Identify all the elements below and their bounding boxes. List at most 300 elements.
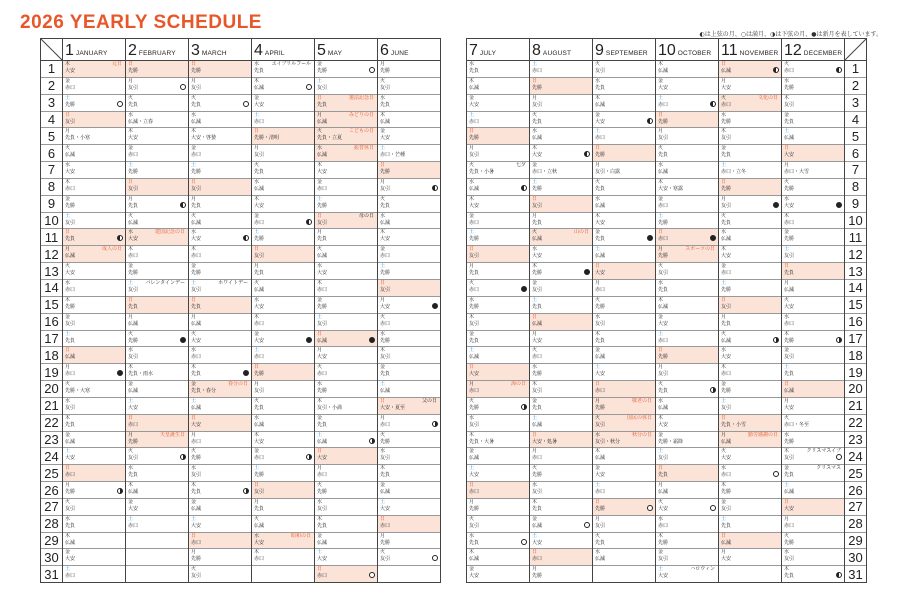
day-cell[interactable]	[378, 516, 440, 533]
day-cell[interactable]	[719, 499, 781, 516]
day-cell[interactable]	[719, 229, 781, 246]
day-cell[interactable]	[656, 229, 718, 246]
day-cell[interactable]	[378, 482, 440, 499]
day-cell[interactable]	[315, 499, 377, 516]
day-cell[interactable]	[378, 196, 440, 213]
day-cell[interactable]	[189, 432, 251, 449]
day-cell[interactable]	[593, 516, 655, 533]
day-cell[interactable]	[719, 179, 781, 196]
day-cell[interactable]	[593, 179, 655, 196]
day-cell[interactable]	[189, 499, 251, 516]
day-cell[interactable]	[530, 196, 592, 213]
day-cell[interactable]	[719, 128, 781, 145]
day-cell[interactable]	[530, 432, 592, 449]
day-cell[interactable]	[315, 196, 377, 213]
day-cell[interactable]	[252, 331, 314, 348]
day-cell[interactable]	[656, 533, 718, 550]
day-cell[interactable]	[656, 364, 718, 381]
day-cell[interactable]	[719, 196, 781, 213]
day-cell[interactable]	[782, 297, 844, 314]
day-cell[interactable]	[530, 162, 592, 179]
day-cell[interactable]	[126, 246, 188, 263]
day-cell[interactable]	[782, 112, 844, 129]
day-cell[interactable]	[719, 381, 781, 398]
day-cell[interactable]	[593, 364, 655, 381]
day-cell[interactable]	[593, 162, 655, 179]
day-cell[interactable]	[189, 213, 251, 230]
day-cell[interactable]	[656, 331, 718, 348]
day-cell[interactable]	[530, 78, 592, 95]
day-cell[interactable]	[530, 499, 592, 516]
day-cell[interactable]	[378, 398, 440, 415]
day-cell[interactable]	[782, 516, 844, 533]
day-cell[interactable]	[782, 229, 844, 246]
day-cell[interactable]	[782, 566, 844, 582]
day-cell[interactable]	[126, 263, 188, 280]
day-cell[interactable]	[126, 196, 188, 213]
day-cell[interactable]	[530, 533, 592, 550]
day-cell[interactable]	[189, 398, 251, 415]
day-cell[interactable]	[63, 61, 125, 78]
day-cell[interactable]	[593, 61, 655, 78]
day-cell[interactable]	[593, 280, 655, 297]
day-cell[interactable]	[63, 246, 125, 263]
day-cell[interactable]	[63, 280, 125, 297]
day-cell[interactable]	[530, 263, 592, 280]
day-cell[interactable]	[63, 347, 125, 364]
day-cell[interactable]	[467, 566, 529, 582]
day-cell[interactable]	[63, 263, 125, 280]
day-cell[interactable]	[189, 280, 251, 297]
day-cell[interactable]	[63, 297, 125, 314]
day-cell[interactable]	[593, 432, 655, 449]
day-cell[interactable]	[530, 381, 592, 398]
day-cell[interactable]	[315, 112, 377, 129]
day-cell[interactable]	[467, 314, 529, 331]
day-cell[interactable]	[63, 415, 125, 432]
day-cell[interactable]	[656, 314, 718, 331]
day-cell[interactable]	[467, 347, 529, 364]
day-cell[interactable]	[315, 448, 377, 465]
day-cell[interactable]	[315, 516, 377, 533]
day-cell[interactable]	[252, 448, 314, 465]
day-cell[interactable]	[593, 213, 655, 230]
day-cell[interactable]	[593, 448, 655, 465]
day-cell[interactable]	[656, 482, 718, 499]
day-cell[interactable]	[315, 78, 377, 95]
day-cell[interactable]	[530, 549, 592, 566]
day-cell[interactable]	[189, 331, 251, 348]
day-cell[interactable]	[63, 331, 125, 348]
day-cell[interactable]	[467, 398, 529, 415]
day-cell[interactable]	[719, 533, 781, 550]
day-cell[interactable]	[782, 314, 844, 331]
day-cell[interactable]	[656, 213, 718, 230]
day-cell[interactable]	[126, 516, 188, 533]
day-cell[interactable]	[252, 246, 314, 263]
day-cell[interactable]	[315, 95, 377, 112]
day-cell[interactable]	[315, 314, 377, 331]
day-cell[interactable]	[530, 364, 592, 381]
day-cell[interactable]	[530, 566, 592, 582]
day-cell[interactable]	[63, 516, 125, 533]
day-cell[interactable]	[467, 263, 529, 280]
day-cell[interactable]	[656, 516, 718, 533]
day-cell[interactable]	[252, 213, 314, 230]
day-cell[interactable]	[189, 482, 251, 499]
day-cell[interactable]	[63, 179, 125, 196]
day-cell[interactable]	[315, 128, 377, 145]
day-cell[interactable]	[467, 381, 529, 398]
day-cell[interactable]	[252, 381, 314, 398]
day-cell[interactable]	[719, 398, 781, 415]
day-cell[interactable]	[782, 432, 844, 449]
day-cell[interactable]	[530, 448, 592, 465]
day-cell[interactable]	[189, 263, 251, 280]
day-cell[interactable]	[467, 112, 529, 129]
day-cell[interactable]	[719, 465, 781, 482]
day-cell[interactable]	[252, 297, 314, 314]
day-cell[interactable]	[656, 179, 718, 196]
day-cell[interactable]	[719, 347, 781, 364]
day-cell[interactable]	[719, 213, 781, 230]
day-cell[interactable]	[126, 78, 188, 95]
day-cell[interactable]	[467, 415, 529, 432]
day-cell[interactable]	[252, 465, 314, 482]
day-cell[interactable]	[530, 314, 592, 331]
day-cell[interactable]	[782, 533, 844, 550]
day-cell[interactable]	[252, 128, 314, 145]
day-cell[interactable]	[126, 280, 188, 297]
day-cell[interactable]	[126, 229, 188, 246]
day-cell[interactable]	[593, 263, 655, 280]
day-cell[interactable]	[719, 280, 781, 297]
day-cell[interactable]	[782, 398, 844, 415]
day-cell[interactable]	[530, 415, 592, 432]
day-cell[interactable]	[530, 398, 592, 415]
day-cell[interactable]	[593, 482, 655, 499]
day-cell[interactable]	[378, 364, 440, 381]
day-cell[interactable]	[467, 432, 529, 449]
day-cell[interactable]	[315, 465, 377, 482]
day-cell[interactable]	[189, 549, 251, 566]
day-cell[interactable]	[189, 415, 251, 432]
day-cell[interactable]	[378, 246, 440, 263]
day-cell[interactable]	[315, 415, 377, 432]
day-cell[interactable]	[782, 448, 844, 465]
day-cell[interactable]	[63, 95, 125, 112]
day-cell[interactable]	[378, 229, 440, 246]
day-cell[interactable]	[656, 499, 718, 516]
day-cell[interactable]	[719, 331, 781, 348]
day-cell[interactable]	[467, 448, 529, 465]
day-cell[interactable]	[378, 179, 440, 196]
day-cell[interactable]	[315, 145, 377, 162]
day-cell[interactable]	[656, 549, 718, 566]
day-cell[interactable]	[378, 128, 440, 145]
day-cell[interactable]	[593, 499, 655, 516]
day-cell[interactable]	[315, 566, 377, 582]
day-cell[interactable]	[189, 78, 251, 95]
day-cell[interactable]	[63, 533, 125, 550]
day-cell[interactable]	[530, 213, 592, 230]
day-cell[interactable]	[656, 415, 718, 432]
day-cell[interactable]	[126, 398, 188, 415]
day-cell[interactable]	[63, 145, 125, 162]
day-cell[interactable]	[252, 432, 314, 449]
day-cell[interactable]	[719, 364, 781, 381]
day-cell[interactable]	[315, 331, 377, 348]
day-cell[interactable]	[593, 398, 655, 415]
day-cell[interactable]	[656, 128, 718, 145]
day-cell[interactable]	[189, 533, 251, 550]
day-cell[interactable]	[530, 246, 592, 263]
day-cell[interactable]	[189, 465, 251, 482]
day-cell[interactable]	[782, 61, 844, 78]
day-cell[interactable]	[252, 516, 314, 533]
day-cell[interactable]	[782, 162, 844, 179]
day-cell[interactable]	[656, 432, 718, 449]
day-cell[interactable]	[252, 162, 314, 179]
day-cell[interactable]	[252, 364, 314, 381]
day-cell[interactable]	[378, 432, 440, 449]
day-cell[interactable]	[63, 112, 125, 129]
day-cell[interactable]	[530, 179, 592, 196]
day-cell[interactable]	[530, 482, 592, 499]
day-cell[interactable]	[63, 213, 125, 230]
day-cell[interactable]	[378, 533, 440, 550]
day-cell[interactable]	[126, 145, 188, 162]
day-cell[interactable]	[378, 213, 440, 230]
day-cell[interactable]	[593, 331, 655, 348]
day-cell[interactable]	[719, 415, 781, 432]
day-cell[interactable]	[63, 229, 125, 246]
day-cell[interactable]	[378, 314, 440, 331]
day-cell[interactable]	[63, 499, 125, 516]
day-cell[interactable]	[467, 364, 529, 381]
day-cell[interactable]	[719, 145, 781, 162]
day-cell[interactable]	[189, 196, 251, 213]
day-cell[interactable]	[126, 331, 188, 348]
day-cell[interactable]	[189, 179, 251, 196]
day-cell[interactable]	[719, 297, 781, 314]
day-cell[interactable]	[126, 381, 188, 398]
day-cell[interactable]	[252, 533, 314, 550]
day-cell[interactable]	[378, 263, 440, 280]
day-cell[interactable]	[315, 482, 377, 499]
day-cell[interactable]	[467, 128, 529, 145]
day-cell[interactable]	[63, 482, 125, 499]
day-cell[interactable]	[656, 196, 718, 213]
day-cell[interactable]	[126, 499, 188, 516]
day-cell[interactable]	[782, 364, 844, 381]
day-cell[interactable]	[126, 128, 188, 145]
day-cell[interactable]	[719, 516, 781, 533]
day-cell[interactable]	[593, 112, 655, 129]
day-cell[interactable]	[315, 263, 377, 280]
day-cell[interactable]	[189, 364, 251, 381]
day-cell[interactable]	[530, 112, 592, 129]
day-cell[interactable]	[467, 465, 529, 482]
day-cell[interactable]	[467, 162, 529, 179]
day-cell[interactable]	[593, 78, 655, 95]
day-cell[interactable]	[782, 381, 844, 398]
day-cell[interactable]	[467, 331, 529, 348]
day-cell[interactable]	[315, 179, 377, 196]
day-cell[interactable]	[189, 516, 251, 533]
day-cell[interactable]	[656, 78, 718, 95]
day-cell[interactable]	[315, 280, 377, 297]
day-cell[interactable]	[593, 196, 655, 213]
day-cell[interactable]	[719, 78, 781, 95]
day-cell[interactable]	[593, 128, 655, 145]
day-cell[interactable]	[719, 549, 781, 566]
day-cell[interactable]	[252, 145, 314, 162]
day-cell[interactable]	[782, 280, 844, 297]
day-cell[interactable]	[467, 297, 529, 314]
day-cell[interactable]	[315, 61, 377, 78]
day-cell[interactable]	[378, 415, 440, 432]
day-cell[interactable]	[315, 432, 377, 449]
day-cell[interactable]	[378, 347, 440, 364]
day-cell[interactable]	[63, 128, 125, 145]
day-cell[interactable]	[189, 61, 251, 78]
day-cell[interactable]	[656, 398, 718, 415]
day-cell[interactable]	[315, 381, 377, 398]
day-cell[interactable]	[252, 482, 314, 499]
day-cell[interactable]	[782, 347, 844, 364]
day-cell[interactable]	[719, 95, 781, 112]
day-cell[interactable]	[315, 549, 377, 566]
day-cell[interactable]	[189, 162, 251, 179]
day-cell[interactable]	[252, 78, 314, 95]
day-cell[interactable]	[656, 263, 718, 280]
day-cell[interactable]	[189, 246, 251, 263]
day-cell[interactable]	[315, 246, 377, 263]
day-cell[interactable]	[252, 229, 314, 246]
day-cell[interactable]	[593, 533, 655, 550]
day-cell[interactable]	[252, 61, 314, 78]
day-cell[interactable]	[656, 381, 718, 398]
day-cell[interactable]	[782, 95, 844, 112]
day-cell[interactable]	[315, 398, 377, 415]
day-cell[interactable]	[63, 381, 125, 398]
day-cell[interactable]	[126, 213, 188, 230]
day-cell[interactable]	[467, 179, 529, 196]
day-cell[interactable]	[378, 162, 440, 179]
day-cell[interactable]	[63, 314, 125, 331]
day-cell[interactable]	[378, 297, 440, 314]
day-cell[interactable]	[315, 297, 377, 314]
day-cell[interactable]	[593, 145, 655, 162]
day-cell[interactable]	[189, 347, 251, 364]
day-cell[interactable]	[467, 246, 529, 263]
day-cell[interactable]	[656, 246, 718, 263]
day-cell[interactable]	[315, 229, 377, 246]
day-cell[interactable]	[189, 95, 251, 112]
day-cell[interactable]	[782, 213, 844, 230]
day-cell[interactable]	[593, 314, 655, 331]
day-cell[interactable]	[189, 381, 251, 398]
day-cell[interactable]	[126, 432, 188, 449]
day-cell[interactable]	[126, 364, 188, 381]
day-cell[interactable]	[782, 549, 844, 566]
day-cell[interactable]	[126, 465, 188, 482]
day-cell[interactable]	[467, 516, 529, 533]
day-cell[interactable]	[315, 533, 377, 550]
day-cell[interactable]	[378, 331, 440, 348]
day-cell[interactable]	[656, 61, 718, 78]
day-cell[interactable]	[189, 128, 251, 145]
day-cell[interactable]	[126, 314, 188, 331]
day-cell[interactable]	[656, 95, 718, 112]
day-cell[interactable]	[467, 549, 529, 566]
day-cell[interactable]	[126, 179, 188, 196]
day-cell[interactable]	[126, 61, 188, 78]
day-cell[interactable]	[593, 229, 655, 246]
day-cell[interactable]	[467, 533, 529, 550]
day-cell[interactable]	[782, 465, 844, 482]
day-cell[interactable]	[530, 229, 592, 246]
day-cell[interactable]	[63, 448, 125, 465]
day-cell[interactable]	[378, 448, 440, 465]
day-cell[interactable]	[467, 78, 529, 95]
day-cell[interactable]	[467, 229, 529, 246]
day-cell[interactable]	[530, 61, 592, 78]
day-cell[interactable]	[593, 95, 655, 112]
day-cell[interactable]	[378, 61, 440, 78]
day-cell[interactable]	[252, 196, 314, 213]
day-cell[interactable]	[189, 297, 251, 314]
day-cell[interactable]	[378, 381, 440, 398]
day-cell[interactable]	[719, 482, 781, 499]
day-cell[interactable]	[252, 314, 314, 331]
day-cell[interactable]	[467, 499, 529, 516]
day-cell[interactable]	[252, 263, 314, 280]
day-cell[interactable]	[378, 465, 440, 482]
day-cell[interactable]	[378, 112, 440, 129]
day-cell[interactable]	[719, 448, 781, 465]
day-cell[interactable]	[252, 95, 314, 112]
day-cell[interactable]	[656, 162, 718, 179]
day-cell[interactable]	[656, 112, 718, 129]
day-cell[interactable]	[189, 314, 251, 331]
day-cell[interactable]	[315, 347, 377, 364]
day-cell[interactable]	[126, 95, 188, 112]
day-cell[interactable]	[719, 112, 781, 129]
day-cell[interactable]	[126, 448, 188, 465]
day-cell[interactable]	[63, 549, 125, 566]
day-cell[interactable]	[530, 347, 592, 364]
day-cell[interactable]	[530, 128, 592, 145]
day-cell[interactable]	[252, 112, 314, 129]
day-cell[interactable]	[530, 465, 592, 482]
day-cell[interactable]	[530, 95, 592, 112]
day-cell[interactable]	[467, 280, 529, 297]
day-cell[interactable]	[63, 162, 125, 179]
day-cell[interactable]	[530, 297, 592, 314]
day-cell[interactable]	[719, 61, 781, 78]
day-cell[interactable]	[189, 448, 251, 465]
day-cell[interactable]	[593, 415, 655, 432]
day-cell[interactable]	[530, 516, 592, 533]
day-cell[interactable]	[63, 465, 125, 482]
day-cell[interactable]	[252, 179, 314, 196]
day-cell[interactable]	[378, 78, 440, 95]
day-cell[interactable]	[252, 398, 314, 415]
day-cell[interactable]	[593, 297, 655, 314]
day-cell[interactable]	[782, 179, 844, 196]
